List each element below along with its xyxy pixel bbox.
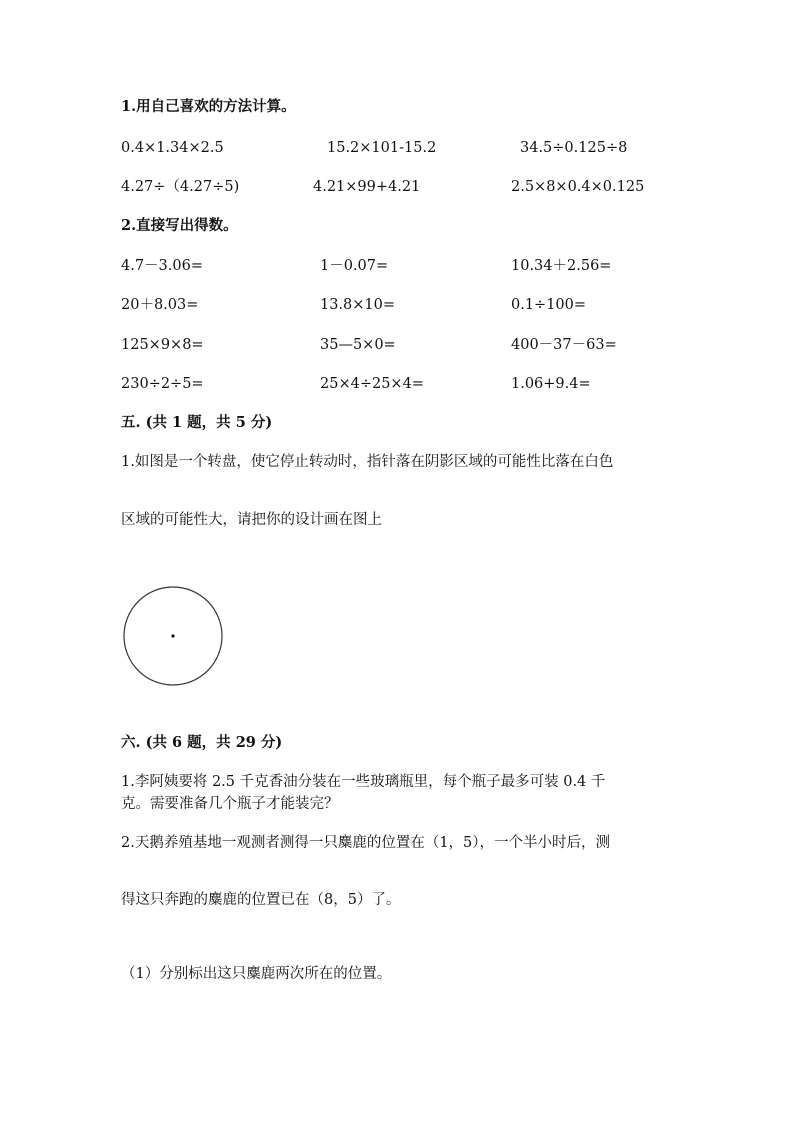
q2-expr-7: 125×9×8=: [121, 337, 204, 353]
section6-q2-line1: 2.天鹅养殖基地一观测者测得一只麋鹿的位置在（1，5），一个半小时后，测: [121, 835, 611, 851]
q2-expr-5: 13.8×10=: [320, 297, 396, 313]
q1-expr-1: 0.4×1.34×2.5: [121, 140, 224, 156]
q2-expr-11: 25×4÷25×4=: [320, 376, 424, 392]
section6-q1-line1: 1.李阿姨要将 2.5 千克香油分装在一些玻璃瓶里，每个瓶子最多可装 0.4 千: [121, 774, 606, 790]
q1-expr-5: 4.21×99+4.21: [313, 179, 421, 195]
q2-expr-3: 10.34＋2.56=: [511, 258, 612, 274]
section6-title: 六. (共 6 题，共 29 分): [121, 734, 283, 751]
section5-q1-line1: 1.如图是一个转盘，使它停止转动时，指针落在阴影区域的可能性比落在白色: [121, 454, 614, 470]
q1-expr-6: 2.5×8×0.4×0.125: [511, 179, 645, 195]
q2-expr-4: 20＋8.03=: [121, 297, 199, 313]
q2-expr-1: 4.7－3.06=: [121, 258, 203, 274]
q1-expr-3: 34.5÷0.125÷8: [520, 140, 628, 156]
spinner-circle: [121, 584, 225, 688]
section5-q1-line2: 区域的可能性大，请把你的设计画在图上: [121, 512, 382, 528]
q1-expr-4: 4.27÷（4.27÷5): [121, 179, 240, 195]
section6-q1-line2: 克。需要准备几个瓶子才能装完？: [121, 796, 339, 812]
spinner-center-dot: [171, 634, 174, 637]
q2-heading: 2.直接写出得数。: [121, 217, 238, 234]
section6-q2-line2: 得这只奔跑的麋鹿的位置已在（8，5）了。: [121, 892, 401, 908]
q2-expr-10: 230÷2÷5=: [121, 376, 204, 392]
q1-heading: 1.用自己喜欢的方法计算。: [121, 98, 296, 115]
q2-expr-8: 35—5×0=: [320, 337, 396, 353]
section6-q2-sub1: （1）分别标出这只麋鹿两次所在的位置。: [121, 966, 392, 982]
q2-expr-9: 400－37－63=: [511, 337, 617, 353]
q2-expr-2: 1－0.07=: [320, 258, 389, 274]
q2-expr-6: 0.1÷100=: [511, 297, 587, 313]
spinner-circle-figure: [121, 584, 225, 688]
q2-expr-12: 1.06+9.4=: [511, 376, 591, 392]
section5-title: 五. (共 1 题，共 5 分): [121, 414, 273, 431]
q1-expr-2: 15.2×101-15.2: [327, 140, 437, 156]
